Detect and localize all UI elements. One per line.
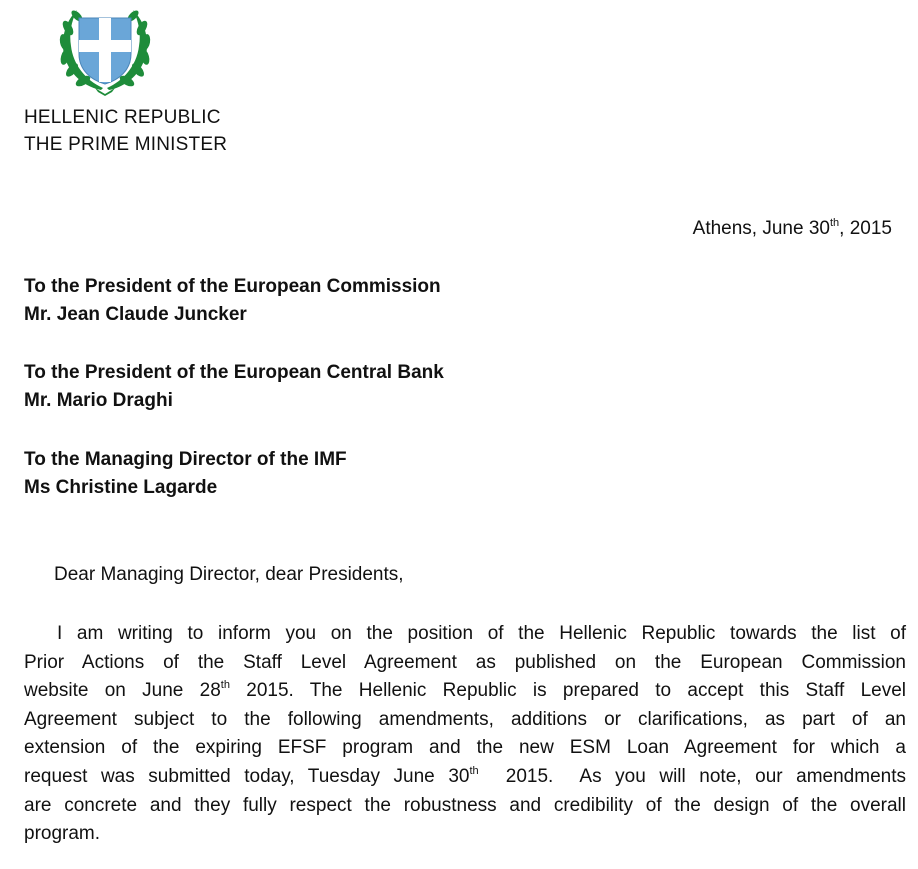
date-ordinal-suffix: th [829, 217, 840, 229]
letterhead-country: HELLENIC REPUBLIC [24, 107, 221, 128]
body-line [24, 763, 906, 792]
recipient-title: To the President of the European Central Bank [24, 362, 444, 383]
body-line: Agreement subject to the following amendments, additions or clarifications, as part of an [24, 708, 906, 730]
body-line: are concrete and they fully respect the robustness and credibility of the design of the overall [24, 794, 906, 816]
body-line: extension of the expiring EFSF program and the new ESM Loan Agreement for which a [24, 737, 906, 759]
body-line-part: request was submitted today, Tuesday June 30 [24, 765, 470, 787]
recipient-name: Ms Christine Lagarde [24, 477, 218, 498]
recipient-name: Mr. Mario Draghi [24, 390, 173, 411]
recipient-block-imf [24, 446, 347, 502]
recipient-block-commission [24, 273, 441, 329]
letterhead [24, 104, 227, 158]
shield [79, 18, 131, 84]
recipient-block-ecb [24, 359, 444, 415]
date-year: , 2015 [839, 218, 892, 239]
body-line: Prior Actions of the Staff Level Agreement as published on the European Commission [24, 651, 906, 673]
body-line [24, 677, 906, 706]
body-line-part: website on June 28 [24, 680, 221, 702]
ordinal-suffix: th [220, 679, 230, 692]
letter-body-paragraph [24, 620, 906, 849]
body-line: program. [24, 823, 101, 845]
recipient-title: To the Managing Director of the IMF [24, 449, 347, 470]
recipient-title: To the President of the European Commission [24, 276, 441, 297]
greek-coat-of-arms-icon [55, 4, 155, 96]
ordinal-suffix: th [469, 764, 479, 777]
date-prefix: Athens, June 30 [692, 218, 830, 239]
body-line-part: 2015. The Hellenic Republic is prepared to accept this Staff Level [229, 680, 906, 702]
coat-of-arms-graphic [55, 4, 155, 96]
letterhead-office: THE PRIME MINISTER [24, 134, 228, 155]
recipient-name: Mr. Jean Claude Juncker [24, 304, 247, 325]
body-line-part: 2015. As you will note, our amendments [478, 765, 906, 787]
salutation: Dear Managing Director, dear Presidents, [54, 564, 404, 585]
body-line: I am writing to inform you on the position of the Hellenic Republic towards the list of [57, 623, 906, 644]
letter-date [693, 216, 892, 242]
